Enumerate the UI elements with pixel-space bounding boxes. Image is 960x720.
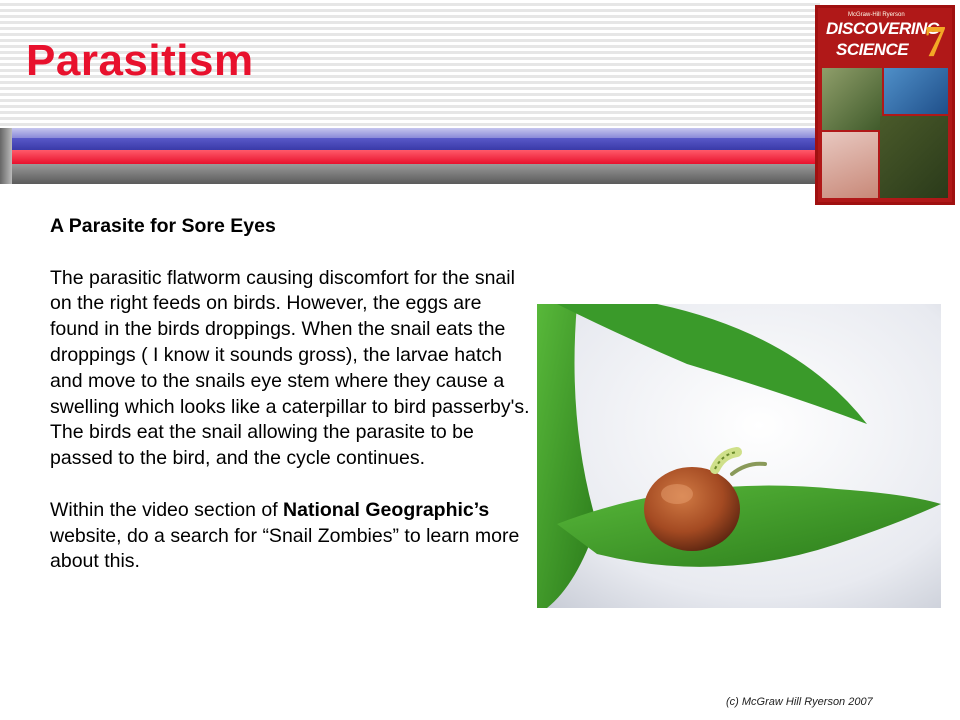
cover-photo-thermometer [822, 132, 878, 198]
cover-number: 7 [924, 17, 946, 66]
body-paragraph-1: The parasitic flatworm causing discomfort for the snail on the right feeds on birds. However, the eggs are found in the birds droppings. When the snail eats the droppings ( I know it sounds gross), the larvae hatch and move to the snails eye stem where they cause a swelling which looks like a caterpillar to bird passerby's. The birds eat the snail allowing the parasite to be passed to the bird, and the cycle continues. [50, 266, 530, 470]
copyright-footer: (c) McGraw Hill Ryerson 2007 [726, 696, 873, 708]
snail-shell [644, 467, 740, 551]
cover-photo-bird [822, 68, 882, 130]
paragraph-2-part-1: Within the video section of [50, 498, 284, 521]
section-heading: A Parasite for Sore Eyes [50, 215, 276, 237]
snail-photo [537, 304, 941, 608]
cover-publisher: McGraw-Hill Ryerson [848, 12, 905, 18]
band-red [0, 150, 820, 164]
cover-photo-water [884, 68, 948, 114]
cover-title-line1: DISCOVERING [826, 19, 940, 38]
slide-title: Parasitism [26, 36, 254, 85]
book-cover-image [815, 5, 955, 205]
band-left-cap [0, 128, 12, 184]
band-blue [0, 138, 820, 150]
body-paragraph-2 [50, 498, 530, 575]
national-geographic-bold: National Geographic’s [283, 498, 490, 521]
cover-photo-plant [880, 116, 948, 198]
band-grey [0, 164, 820, 184]
band-light-blue [0, 128, 820, 138]
cover-title-line2: SCIENCE [836, 40, 909, 59]
slide-content [50, 214, 530, 601]
paragraph-2-part-2: website, do a search for “Snail Zombies” to learn more about this. [50, 524, 520, 573]
